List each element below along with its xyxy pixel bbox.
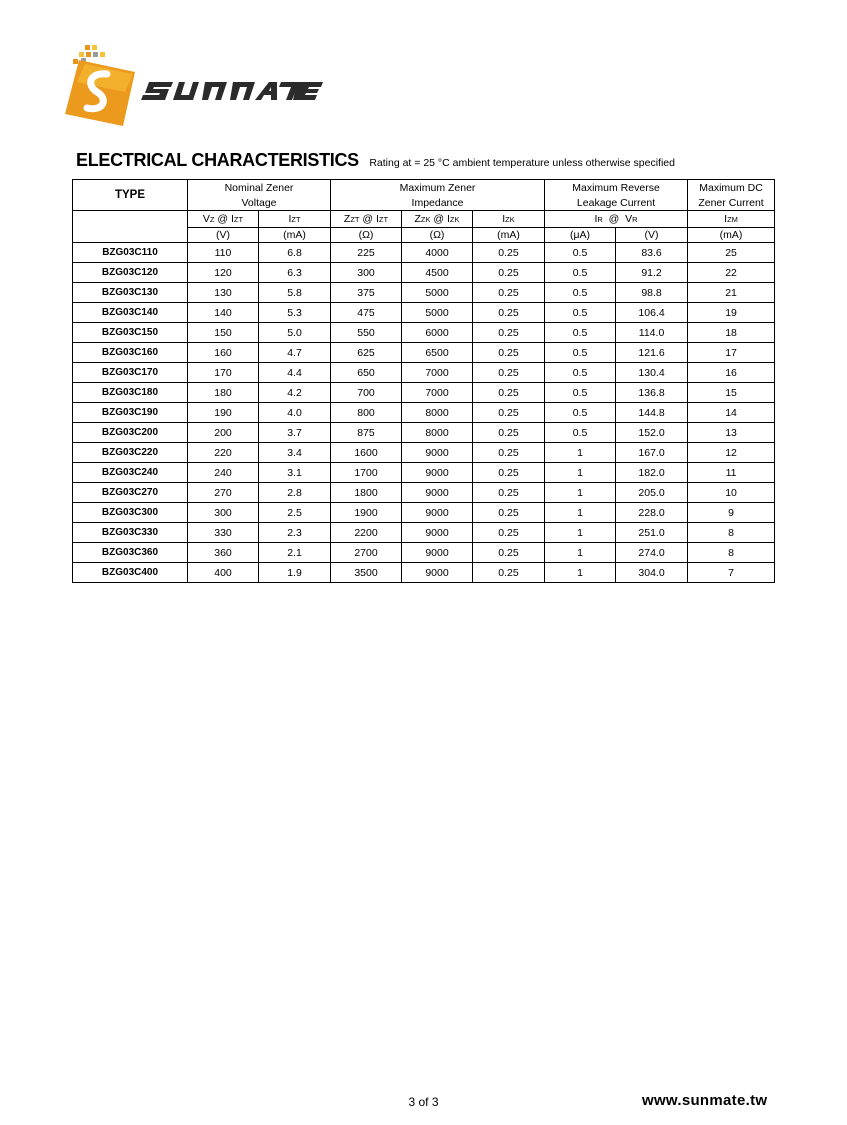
table-cell: 1 — [545, 563, 616, 583]
table-cell: 152.0 — [616, 423, 688, 443]
table-cell: 0.25 — [473, 443, 545, 463]
table-cell: 0.25 — [473, 463, 545, 483]
part-number-cell: BZG03C220 — [73, 443, 188, 463]
nominal-zener-header-line1: Nominal Zener — [188, 180, 331, 196]
table-cell: 12 — [688, 443, 775, 463]
table-cell: 150 — [188, 323, 259, 343]
max-dc-header-line1: Maximum DC — [688, 180, 775, 196]
table-cell: 550 — [331, 323, 402, 343]
table-cell: 8000 — [402, 423, 473, 443]
table-cell: 5.8 — [259, 283, 331, 303]
table-cell: 83.6 — [616, 243, 688, 263]
unit-cell: (mA) — [259, 228, 331, 243]
table-cell: 98.8 — [616, 283, 688, 303]
unit-cell: (μA) — [545, 228, 616, 243]
table-row — [73, 463, 775, 483]
table-cell: 120 — [188, 263, 259, 283]
table-cell: 9 — [688, 503, 775, 523]
table-cell: 5.0 — [259, 323, 331, 343]
table-cell: 190 — [188, 403, 259, 423]
table-body — [73, 243, 775, 583]
table-cell: 240 — [188, 463, 259, 483]
sunmate-logo — [55, 42, 325, 130]
table-cell: 300 — [331, 263, 402, 283]
part-number-cell: BZG03C190 — [73, 403, 188, 423]
table-cell: 8000 — [402, 403, 473, 423]
part-number-cell: BZG03C170 — [73, 363, 188, 383]
table-row — [73, 563, 775, 583]
table-cell: 475 — [331, 303, 402, 323]
unit-cell: (mA) — [688, 228, 775, 243]
table-cell: 2200 — [331, 523, 402, 543]
table-cell: 304.0 — [616, 563, 688, 583]
table-cell: 0.25 — [473, 563, 545, 583]
table-cell: 9000 — [402, 443, 473, 463]
table-row — [73, 503, 775, 523]
table-cell: 0.25 — [473, 503, 545, 523]
table-cell: 7 — [688, 563, 775, 583]
table-cell: 180 — [188, 383, 259, 403]
table-cell: 9000 — [402, 483, 473, 503]
table-cell: 5.3 — [259, 303, 331, 323]
table-row — [73, 543, 775, 563]
table-cell: 9000 — [402, 543, 473, 563]
table-cell: 16 — [688, 363, 775, 383]
table-row — [73, 303, 775, 323]
part-number-cell: BZG03C240 — [73, 463, 188, 483]
unit-cell: (mA) — [473, 228, 545, 243]
table-cell: 0.25 — [473, 383, 545, 403]
table-cell: 1.9 — [259, 563, 331, 583]
table-cell: 0.5 — [545, 263, 616, 283]
table-cell: 7000 — [402, 363, 473, 383]
table-cell: 0.5 — [545, 323, 616, 343]
part-number-cell: BZG03C120 — [73, 263, 188, 283]
table-cell: 274.0 — [616, 543, 688, 563]
max-zener-header-line1: Maximum Zener — [331, 180, 545, 196]
table-cell: 205.0 — [616, 483, 688, 503]
table-cell: 22 — [688, 263, 775, 283]
table-cell: 3.4 — [259, 443, 331, 463]
table-cell: 4500 — [402, 263, 473, 283]
vz-symbol: VZ @ IZT — [188, 211, 259, 228]
table-row — [73, 343, 775, 363]
table-cell: 700 — [331, 383, 402, 403]
table-cell: 251.0 — [616, 523, 688, 543]
part-number-cell: BZG03C150 — [73, 323, 188, 343]
part-number-cell: BZG03C330 — [73, 523, 188, 543]
table-cell: 4.4 — [259, 363, 331, 383]
table-cell: 220 — [188, 443, 259, 463]
table-cell: 6.8 — [259, 243, 331, 263]
table-cell: 6.3 — [259, 263, 331, 283]
table-row — [73, 323, 775, 343]
table-cell: 0.25 — [473, 243, 545, 263]
table-cell: 1 — [545, 523, 616, 543]
unit-cell: (Ω) — [402, 228, 473, 243]
table-row — [73, 283, 775, 303]
part-number-cell: BZG03C140 — [73, 303, 188, 323]
table-cell: 2.5 — [259, 503, 331, 523]
table-cell: 0.25 — [473, 403, 545, 423]
table-cell: 110 — [188, 243, 259, 263]
table-cell: 0.25 — [473, 483, 545, 503]
table-row — [73, 263, 775, 283]
table-cell: 114.0 — [616, 323, 688, 343]
table-cell: 2.1 — [259, 543, 331, 563]
izk-symbol: IZK — [473, 211, 545, 228]
table-row — [73, 403, 775, 423]
table-cell: 1 — [545, 463, 616, 483]
table-cell: 0.5 — [545, 423, 616, 443]
table-cell: 0.5 — [545, 403, 616, 423]
part-number-cell: BZG03C270 — [73, 483, 188, 503]
table-cell: 0.5 — [545, 383, 616, 403]
table-row — [73, 483, 775, 503]
table-cell: 228.0 — [616, 503, 688, 523]
table-cell: 6500 — [402, 343, 473, 363]
table-cell: 170 — [188, 363, 259, 383]
table-cell: 0.5 — [545, 283, 616, 303]
table-cell: 5000 — [402, 303, 473, 323]
table-cell: 9000 — [402, 563, 473, 583]
table-cell: 25 — [688, 243, 775, 263]
table-cell: 18 — [688, 323, 775, 343]
table-cell: 6000 — [402, 323, 473, 343]
table-row — [73, 423, 775, 443]
rating-note: Rating at = 25 °C ambient temperature unless otherwise specified — [369, 157, 675, 169]
table-row — [73, 443, 775, 463]
type-header-spacer — [73, 211, 188, 243]
zzt-symbol: ZZT @ IZT — [331, 211, 402, 228]
max-reverse-header-line1: Maximum Reverse — [545, 180, 688, 196]
table-cell: 14 — [688, 403, 775, 423]
table-cell: 2.8 — [259, 483, 331, 503]
page-number: 3 of 3 — [408, 1095, 439, 1109]
table-cell: 136.8 — [616, 383, 688, 403]
section-title-line — [76, 150, 675, 171]
max-zener-header-line2: Impedance — [331, 195, 545, 211]
table-cell: 1 — [545, 543, 616, 563]
table-cell: 0.25 — [473, 543, 545, 563]
table-row — [73, 383, 775, 403]
unit-cell: (Ω) — [331, 228, 402, 243]
table-cell: 3.1 — [259, 463, 331, 483]
table-cell: 1800 — [331, 483, 402, 503]
unit-cell: (V) — [616, 228, 688, 243]
izt-symbol: IZT — [259, 211, 331, 228]
table-cell: 4000 — [402, 243, 473, 263]
type-header: TYPE — [73, 180, 188, 211]
table-cell: 300 — [188, 503, 259, 523]
table-cell: 19 — [688, 303, 775, 323]
table-cell: 130 — [188, 283, 259, 303]
table-cell: 182.0 — [616, 463, 688, 483]
website-url: www.sunmate.tw — [642, 1092, 768, 1109]
table-cell: 13 — [688, 423, 775, 443]
part-number-cell: BZG03C110 — [73, 243, 188, 263]
table-cell: 4.7 — [259, 343, 331, 363]
table-cell: 200 — [188, 423, 259, 443]
table-cell: 270 — [188, 483, 259, 503]
table-cell: 1600 — [331, 443, 402, 463]
table-row — [73, 243, 775, 263]
table-cell: 225 — [331, 243, 402, 263]
table-cell: 0.25 — [473, 343, 545, 363]
table-cell: 1700 — [331, 463, 402, 483]
table-cell: 2700 — [331, 543, 402, 563]
table-cell: 91.2 — [616, 263, 688, 283]
table-cell: 9000 — [402, 503, 473, 523]
table-cell: 5000 — [402, 283, 473, 303]
table-row — [73, 523, 775, 543]
table-cell: 0.25 — [473, 523, 545, 543]
table-cell: 0.5 — [545, 243, 616, 263]
table-cell: 7000 — [402, 383, 473, 403]
part-number-cell: BZG03C160 — [73, 343, 188, 363]
max-dc-header-line2: Zener Current — [688, 195, 775, 211]
table-cell: 17 — [688, 343, 775, 363]
table-cell: 0.5 — [545, 303, 616, 323]
table-cell: 21 — [688, 283, 775, 303]
table-cell: 0.25 — [473, 263, 545, 283]
table-cell: 875 — [331, 423, 402, 443]
table-cell: 3.7 — [259, 423, 331, 443]
table-cell: 1 — [545, 443, 616, 463]
table-cell: 121.6 — [616, 343, 688, 363]
part-number-cell: BZG03C130 — [73, 283, 188, 303]
ir-vr-symbol: IR @ VR — [545, 211, 688, 228]
table-row — [73, 363, 775, 383]
table-cell: 0.5 — [545, 363, 616, 383]
table-cell: 10 — [688, 483, 775, 503]
table-cell: 400 — [188, 563, 259, 583]
table-cell: 0.25 — [473, 283, 545, 303]
izm-symbol: IZM — [688, 211, 775, 228]
table-cell: 167.0 — [616, 443, 688, 463]
table-cell: 140 — [188, 303, 259, 323]
page-title: ELECTRICAL CHARACTERISTICS — [76, 150, 359, 170]
part-number-cell: BZG03C400 — [73, 563, 188, 583]
table-cell: 0.5 — [545, 343, 616, 363]
table-cell: 0.25 — [473, 323, 545, 343]
table-cell: 144.8 — [616, 403, 688, 423]
table-cell: 375 — [331, 283, 402, 303]
max-reverse-header-line2: Leakage Current — [545, 195, 688, 211]
table-cell: 130.4 — [616, 363, 688, 383]
nominal-zener-header-line2: Voltage — [188, 195, 331, 211]
table-cell: 1 — [545, 483, 616, 503]
table-cell: 360 — [188, 543, 259, 563]
table-cell: 0.25 — [473, 363, 545, 383]
table-cell: 3500 — [331, 563, 402, 583]
zzk-symbol: ZZK @ IZK — [402, 211, 473, 228]
table-cell: 11 — [688, 463, 775, 483]
table-cell: 160 — [188, 343, 259, 363]
part-number-cell: BZG03C300 — [73, 503, 188, 523]
unit-cell: (V) — [188, 228, 259, 243]
table-cell: 15 — [688, 383, 775, 403]
table-cell: 330 — [188, 523, 259, 543]
table-cell: 1 — [545, 503, 616, 523]
table-cell: 1900 — [331, 503, 402, 523]
table-cell: 4.0 — [259, 403, 331, 423]
table-cell: 2.3 — [259, 523, 331, 543]
table-cell: 650 — [331, 363, 402, 383]
table-cell: 106.4 — [616, 303, 688, 323]
table-cell: 0.25 — [473, 423, 545, 443]
table-cell: 8 — [688, 543, 775, 563]
table-cell: 9000 — [402, 523, 473, 543]
table-cell: 800 — [331, 403, 402, 423]
part-number-cell: BZG03C180 — [73, 383, 188, 403]
table-cell: 8 — [688, 523, 775, 543]
part-number-cell: BZG03C200 — [73, 423, 188, 443]
table-cell: 0.25 — [473, 303, 545, 323]
table-cell: 625 — [331, 343, 402, 363]
table-cell: 9000 — [402, 463, 473, 483]
table-cell: 4.2 — [259, 383, 331, 403]
electrical-characteristics-table — [72, 179, 775, 583]
part-number-cell: BZG03C360 — [73, 543, 188, 563]
